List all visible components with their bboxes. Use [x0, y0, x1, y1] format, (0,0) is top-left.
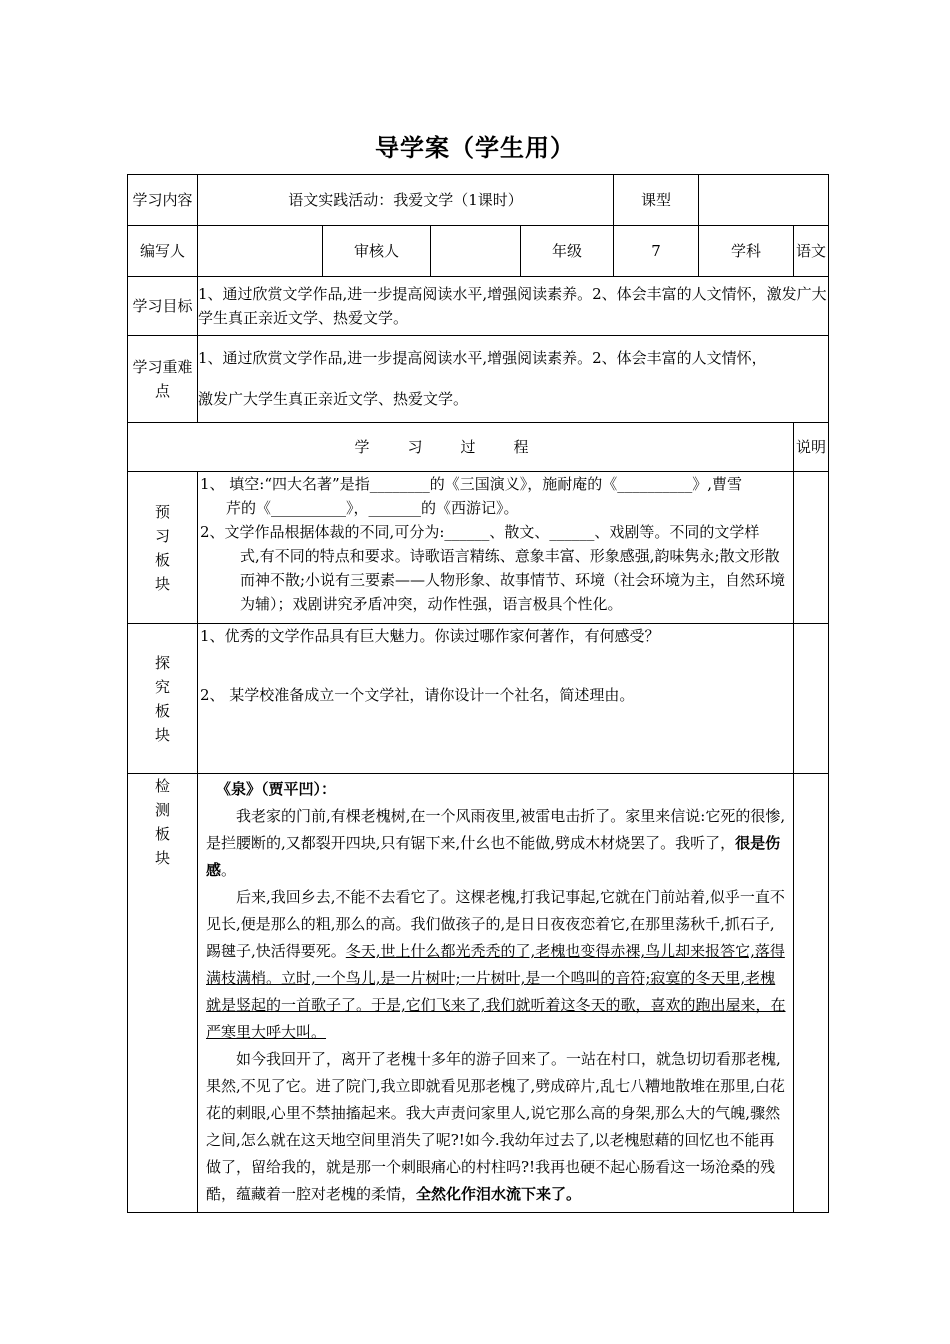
keypoints-line1: 1、通过欣赏文学作品,进一步提高阅读水平,增强阅读素养。2、体会丰富的人文情怀，: [198, 349, 767, 367]
explore-content: [198, 624, 794, 774]
preview-note: [794, 472, 829, 624]
keypoints-row: [128, 336, 829, 423]
content-label: 学习内容: [128, 175, 198, 226]
grade-value: 7: [614, 226, 699, 277]
preview-row: [128, 472, 829, 624]
passage-p1: [206, 803, 787, 884]
author-value: [198, 226, 323, 277]
note-label: 说明: [794, 423, 829, 472]
passage-p1-end: 。: [221, 861, 237, 879]
check-content: [198, 774, 794, 1213]
process-row: [128, 423, 829, 472]
goals-label: 学习目标: [128, 277, 198, 336]
guide-table: [127, 174, 829, 1213]
passage-p1-bold: 很是伤感: [206, 834, 781, 879]
check-note: [794, 774, 829, 1213]
passage-p2-underlined: 冬天,世上什么都光秃秃的了,老槐也变得赤裸,鸟儿却来报答它,落得满枝满梢。立时,一个鸟儿,是一片树叶;一片树叶,是一个鸣叫的音符;寂寞的冬天里,老槐就是竖起的一首歌子了。于是,它们飞来了,我们就听着这冬天的歌，喜欢的跑出屋来，在严寒里大呼大叫。: [206, 942, 786, 1041]
passage-heading: 《泉》（贾平凹）：: [216, 780, 337, 798]
explore-note: [794, 624, 829, 774]
subject-value: 语文: [794, 226, 829, 277]
preview-q1-line2: 芹的《__________》，_______的《西游记》。: [226, 499, 519, 517]
check-label: 检测板块: [128, 774, 198, 1213]
passage-p1-text: 我老家的门前,有棵老槐树,在一个风雨夜里,被雷电击折了。家里来信说:它死的很惨,是拦腰断的,又都裂开四块,只有锯下来,什幺也不能做,劈成木材烧罢了。我听了，: [206, 807, 786, 852]
type-value: [699, 175, 829, 226]
meta-row: [128, 226, 829, 277]
goals-row: [128, 277, 829, 336]
content-row: [128, 175, 829, 226]
passage-p3-bold: 全然化作泪水流下来了。: [416, 1185, 582, 1203]
check-row: [128, 774, 829, 1213]
reviewer-value: [431, 226, 521, 277]
preview-q1-line1: 1、 填空:“四大名著”是指________的《三国演义》，施耐庵的《__________》,曹雪: [200, 475, 742, 493]
passage-p2: [206, 884, 787, 1046]
preview-label: 预习板块: [128, 472, 198, 624]
passage-p2-text: 后来,我回乡去,不能不去看它了。这棵老槐,打我记事起,它就在门前站着,似乎一直不见长,便是那么的粗,那么的高。我们做孩子的,是日日夜夜恋着它,在那里荡秋千,抓石子,踢毽子,快活得要死。: [206, 888, 785, 960]
explore-label: 探究板块: [128, 624, 198, 774]
goals-text: 1、通过欣赏文学作品,进一步提高阅读水平,增强阅读素养。2、体会丰富的人文情怀，激发广大学生真正亲近文学、热爱文学。: [198, 277, 829, 336]
explore-row: [128, 624, 829, 774]
subject-label: 学科: [699, 226, 794, 277]
grade-label: 年级: [521, 226, 614, 277]
author-label: 编写人: [128, 226, 198, 277]
content-value: 语文实践活动：我爱文学（1课时）: [198, 175, 614, 226]
keypoints-label: 学习重难点: [128, 336, 198, 423]
preview-q2-body: 式,有不同的特点和要求。诗歌语言精练、意象丰富、形象感强,韵味隽永;散文形散而神不散;小说有三要素——人物形象、故事情节、环境（社会环境为主，自然环境为辅）；戏剧讲究矛盾冲突，动作性强，语言极具个性化。: [240, 547, 786, 613]
keypoints-text: [198, 336, 829, 423]
passage-p3: [206, 1046, 787, 1208]
preview-q2-line1: 2、文学作品根据体裁的不同,可分为:______、散文、______、戏剧等。不同的文学样: [200, 523, 760, 541]
passage-p3-text: 如今我回开了，离开了老槐十多年的游子回来了。一站在村口，就急切切看那老槐,果然,不见了它。进了院门,我立即就看见那老槐了,劈成碎片,乱七八糟地散堆在那里,白花花的刺眼,心里不禁抽搐起来。我大声责问家里人,说它那么高的身架,那么大的气魄,骤然之间,怎么就在这天地空间里消失了呢?!如今.我幼年过去了,以老槐慰藉的回忆也不能再做了，留给我的，就是那一个刺眼痛心的村柱吗?!我再也硬不起心肠看这一场沧桑的残酷，蕴藏着一腔对老槐的柔情，: [206, 1050, 785, 1203]
explore-q1: 1、优秀的文学作品具有巨大魅力。你读过哪作家何著作，有何感受？: [200, 627, 660, 645]
type-label: 课型: [614, 175, 699, 226]
page-title: 导学案（学生用）: [375, 134, 575, 162]
preview-content: [198, 472, 794, 624]
explore-q2: 2、 某学校准备成立一个文学社，请你设计一个社名，简述理由。: [200, 686, 635, 704]
process-label: 学习过程: [128, 423, 794, 472]
keypoints-line2: 激发广大学生真正亲近文学、热爱文学。: [198, 390, 469, 408]
reviewer-label: 审核人: [323, 226, 431, 277]
